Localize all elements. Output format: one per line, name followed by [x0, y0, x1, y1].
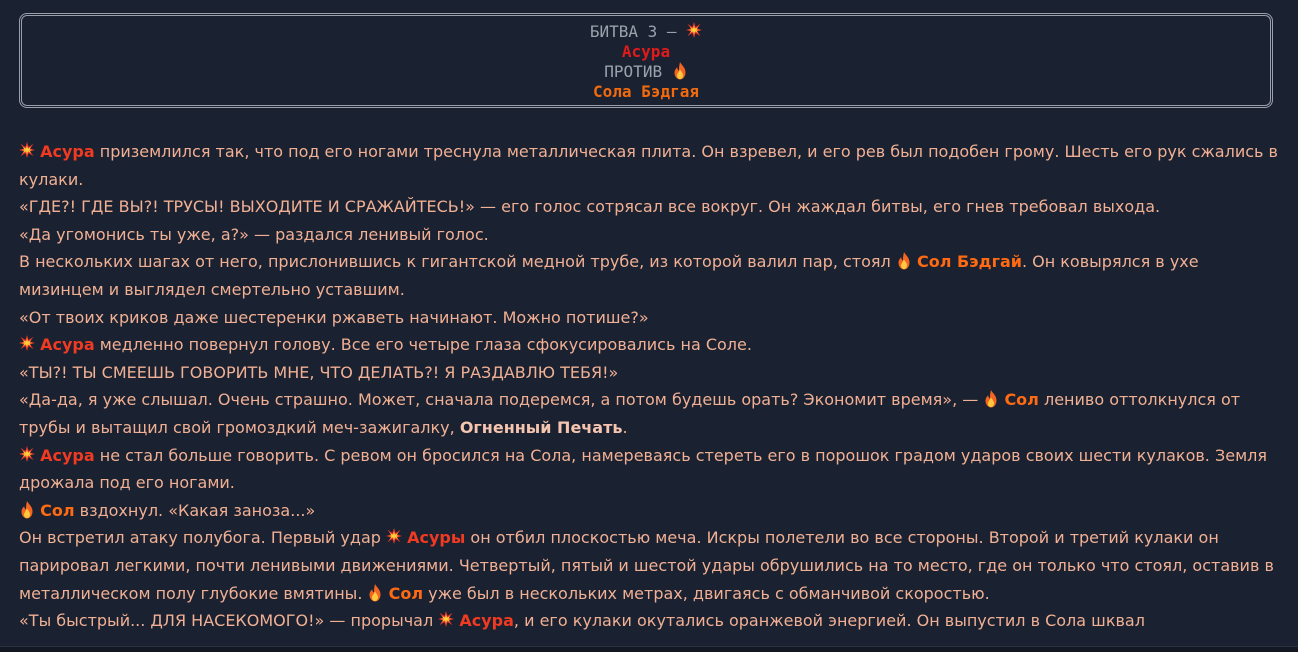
asura-name: Асуры — [407, 528, 466, 548]
versus-label: ПРОТИВ — [604, 62, 672, 81]
paragraph-text: не стал больше говорить. С ревом он бросился на Сола, намереваясь стереть его в порошок градом ударов своих шести кулаков. Земля дрожала под его ногами. — [19, 445, 1267, 493]
paragraph-text: . Он ковырялся в ухе мизинцем и выглядел смертельно уставшим. — [19, 252, 1199, 299]
versus-line — [22, 62, 1270, 82]
paragraph-text: уже был в нескольких метрах, двигаясь с обманчивой скоростью. — [423, 583, 990, 603]
battle-title-line — [22, 22, 1270, 42]
story-paragraph: «Да угомонись ты уже, а?» — раздался ленивый голос. — [19, 224, 489, 244]
collision-spark-icon — [19, 446, 35, 464]
collision-spark-icon — [686, 22, 702, 40]
weapon-name: Огненный Печать — [459, 417, 623, 437]
story-paragraph — [19, 248, 1281, 303]
fire-icon — [672, 62, 688, 80]
collision-spark-icon — [386, 528, 402, 546]
story-paragraph — [19, 497, 1281, 525]
paragraph-text: «Ты быстрый... ДЛЯ НАСЕКОМОГО!» — прорычал — [19, 611, 439, 631]
asura-name: Асура — [40, 335, 95, 355]
story-paragraph — [19, 442, 1281, 497]
bottom-bar — [0, 646, 1298, 652]
asura-name: Асура — [40, 445, 95, 465]
sol-name: Сол — [388, 583, 424, 603]
paragraph-text: Он встретил атаку полубога. Первый удар — [19, 528, 387, 548]
sol-name: Сол — [1004, 390, 1039, 410]
story-paragraph: «ГДЕ?! ГДЕ ВЫ?! ТРУСЫ! ВЫХОДИТЕ И СРАЖАЙТЕСЬ!» — его голос сотрясал все вокруг. Он жаждал битвы, его гнев требовал выхода. — [19, 197, 1161, 217]
paragraph-text: . — [622, 417, 628, 437]
fire-icon — [367, 584, 383, 602]
sol-name: Сол Бэдгай — [916, 252, 1022, 272]
collision-spark-icon — [19, 142, 35, 160]
asura-name: Асура — [459, 611, 514, 631]
story-paragraph — [19, 138, 1281, 193]
battle-header — [19, 13, 1273, 108]
sol-name: Сол — [40, 500, 75, 520]
paragraph-text: лениво оттолкнулся от трубы и вытащил свой громоздкий меч-зажигалку, — [19, 390, 1241, 437]
fire-icon — [19, 501, 35, 519]
paragraph-text: «Да-да, я уже слышал. Очень страшно. Может, сначала подеремся, а потом будешь орать? Экономит время», — — [19, 390, 984, 410]
fighter-2-name: Сола Бэдгая — [593, 82, 699, 101]
battle-label: БИТВА 3 – — [589, 22, 687, 41]
fire-icon — [896, 252, 912, 270]
collision-spark-icon — [438, 611, 454, 629]
paragraph-text: В нескольких шагах от него, прислонившись к гигантской медной трубе, из которой валил пар, стоял — [19, 252, 896, 272]
story-paragraph — [19, 607, 1281, 635]
paragraph-text: , и его кулаки окутались оранжевой энергией. Он выпустил в Сола шквал — [513, 611, 1145, 631]
paragraph-text: он отбил плоскостью меча. Искры полетели во все стороны. Второй и третий кулаки он парировал легкими, почти ленивыми движениями. Четвертый, пятый и шестой удары обрушились на то место, где он только что стоял, оставив в металлическом полу глубокие вмятины. — [19, 528, 1274, 603]
story-paragraph: «От твоих криков даже шестеренки ржаветь начинают. Можно потише?» — [19, 307, 649, 327]
story-paragraph — [19, 386, 1281, 441]
paragraph-text: вздохнул. «Какая заноза...» — [74, 500, 316, 520]
story-paragraph — [19, 331, 1281, 359]
battle-story — [19, 138, 1281, 635]
fire-icon — [983, 390, 999, 408]
fighter-1-name: Асура — [621, 42, 671, 61]
collision-spark-icon — [19, 335, 35, 353]
story-paragraph: «ТЫ?! ТЫ СМЕЕШЬ ГОВОРИТЬ МНЕ, ЧТО ДЕЛАТЬ?! Я РАЗДАВЛЮ ТЕБЯ!» — [19, 362, 619, 382]
paragraph-text: приземлился так, что под его ногами треснула металлическая плита. Он взревел, и его рев был подобен грому. Шесть его рук сжались в кулаки. — [19, 142, 1278, 189]
paragraph-text: медленно повернул голову. Все его четыре глаза сфокусировались на Соле. — [94, 335, 752, 355]
asura-name: Асура — [40, 142, 95, 161]
story-paragraph — [19, 524, 1281, 607]
